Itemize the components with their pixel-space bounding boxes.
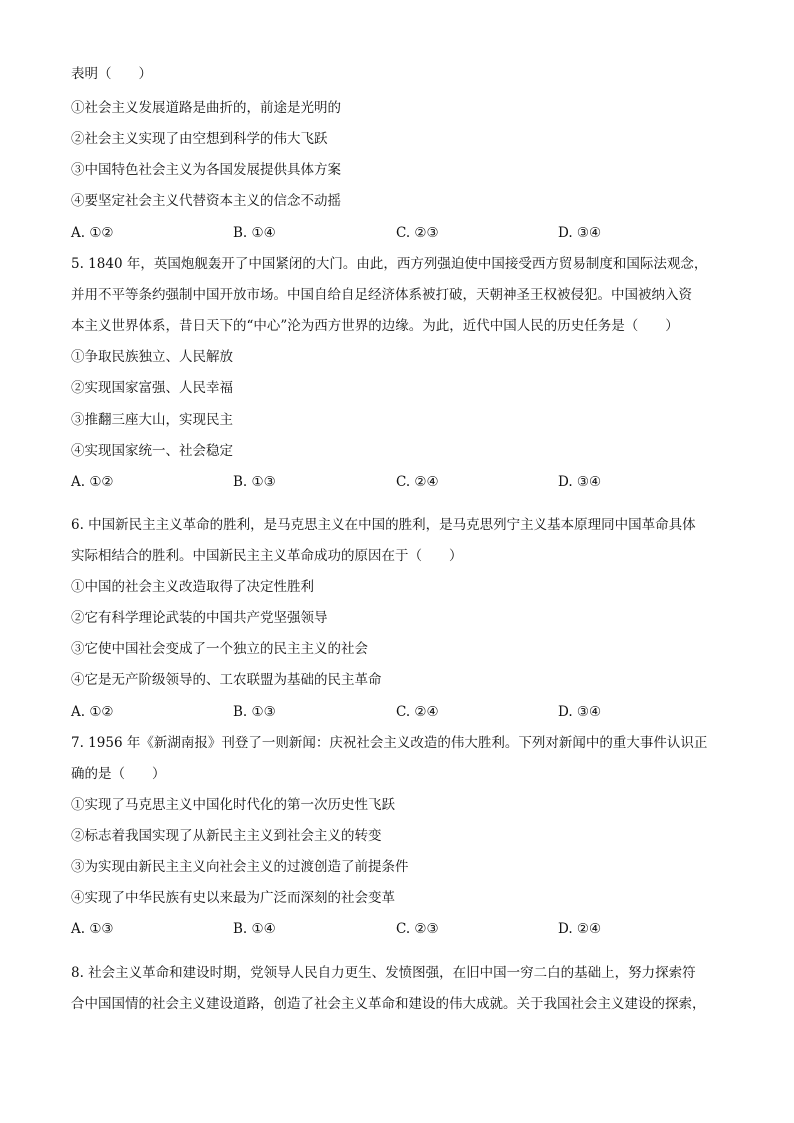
q5-item-4: ④实现国家统一、社会稳定 [71,443,233,459]
q4-item-4: ④要坚定社会主义代替资本主义的信念不动摇 [71,193,341,209]
q5-stem-line-1: 5. 1840 年，英国炮舰轰开了中国紧闭的大门。由此，西方列强迫使中国接受西方贸易制度和国际法观念， [71,256,708,272]
q4-option-a[interactable]: A. ①② [71,225,114,241]
q5-stem-line-2: 并用不平等条约强制中国开放市场。中国自给自足经济体系被打破，天朝神圣王权被侵犯。中国被纳入资 [71,287,692,303]
q7-stem-line-2: 确的是（ ） [71,766,166,782]
q7-stem-line-1: 7. 1956 年《新湖南报》刊登了一则新闻：庆祝社会主义改造的伟大胜利。下列对新闻中的重大事件认识正 [71,735,708,751]
q5-option-b[interactable]: B. ①③ [233,474,276,490]
q4-option-b[interactable]: B. ①④ [233,225,276,241]
q6-option-b[interactable]: B. ①③ [233,704,276,720]
q6-item-4: ④它是无产阶级领导的、工农联盟为基础的民主革命 [71,672,382,688]
q7-item-4: ④实现了中华民族有史以来最为广泛而深刻的社会变革 [71,890,395,906]
q6-item-2: ②它有科学理论武装的中国共产党坚强领导 [71,610,328,626]
q4-options [71,223,751,243]
q7-options [71,919,751,939]
q4-stem-line: 表明（ ） [71,66,152,82]
q7-option-c[interactable]: C. ②③ [396,921,439,937]
q7-item-3: ③为实现由新民主主义向社会主义的过渡创造了前提条件 [71,859,409,875]
q7-option-a[interactable]: A. ①③ [71,921,114,937]
q6-options [71,702,751,722]
q7-item-2: ②标志着我国实现了从新民主主义到社会主义的转变 [71,828,382,844]
q5-option-c[interactable]: C. ②④ [396,474,439,490]
q5-option-d[interactable]: D. ③④ [558,474,602,490]
q6-option-a[interactable]: A. ①② [71,704,114,720]
q4-item-3: ③中国特色社会主义为各国发展提供具体方案 [71,162,341,178]
q4-option-d[interactable]: D. ③④ [558,225,602,241]
q8-stem-line-1: 8. 社会主义革命和建设时期，党领导人民自力更生、发愤图强，在旧中国一穷二白的基础上，努力探索符 [71,965,696,981]
q4-option-c[interactable]: C. ②③ [396,225,439,241]
q5-item-2: ②实现国家富强、人民幸福 [71,380,233,396]
q5-item-3: ③推翻三座大山，实现民主 [71,412,233,428]
q5-stem-line-3: 本主义世界体系，昔日天下的“中心”沦为西方世界的边缘。为此，近代中国人民的历史任务是（ ） [71,318,679,334]
q5-option-a[interactable]: A. ①② [71,474,114,490]
q7-option-b[interactable]: B. ①④ [233,921,276,937]
q6-option-d[interactable]: D. ③④ [558,704,602,720]
q8-stem-line-2: 合中国国情的社会主义建设道路，创造了社会主义革命和建设的伟大成就。关于我国社会主义建设的探索， [71,996,706,1012]
q4-item-1: ①社会主义发展道路是曲折的，前途是光明的 [71,100,341,116]
q6-item-3: ③它使中国社会变成了一个独立的民主主义的社会 [71,641,368,657]
q7-option-d[interactable]: D. ②④ [558,921,602,937]
q4-item-2: ②社会主义实现了由空想到科学的伟大飞跃 [71,131,328,147]
q5-options [71,472,751,492]
q6-stem-line-2: 实际相结合的胜利。中国新民主主义革命成功的原因在于（ ） [71,548,463,564]
q7-item-1: ①实现了马克思主义中国化时代化的第一次历史性飞跃 [71,797,395,813]
q6-option-c[interactable]: C. ②④ [396,704,439,720]
q5-item-1: ①争取民族独立、人民解放 [71,349,233,365]
q6-item-1: ①中国的社会主义改造取得了决定性胜利 [71,579,314,595]
q6-stem-line-1: 6. 中国新民主主义革命的胜利，是马克思主义在中国的胜利，是马克思列宁主义基本原理同中国革命具体 [71,517,696,533]
